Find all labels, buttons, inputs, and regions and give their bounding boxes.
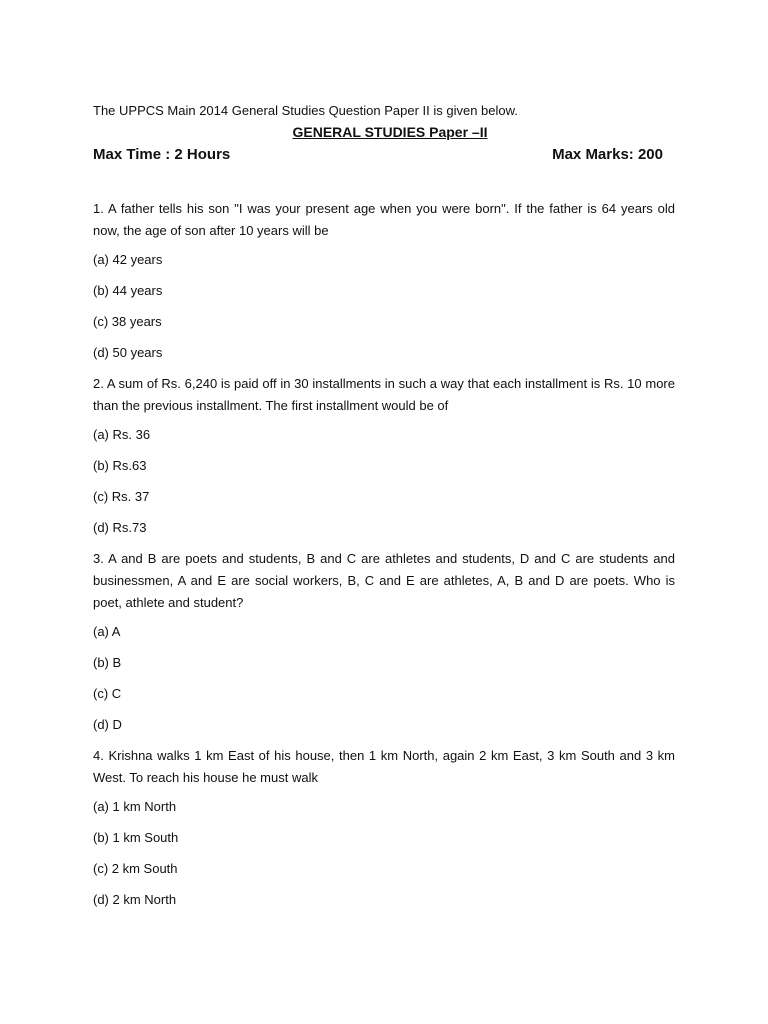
option-a: (a) Rs. 36 [93, 427, 151, 442]
exam-meta-row [93, 145, 663, 165]
option-d: (d) Rs.73 [93, 520, 147, 535]
option-b: (b) B [93, 655, 122, 670]
question-text: 1. A father tells his son "I was your present age when you were born". If the father is 64 years old now, the age of son after 10 years will be [93, 201, 675, 238]
option-b: (b) 44 years [93, 283, 163, 298]
question-list [93, 198, 675, 920]
option-a: (a) 1 km North [93, 799, 177, 814]
option-a: (a) A [93, 624, 121, 639]
question-text: 4. Krishna walks 1 km East of his house, then 1 km North, again 2 km East, 3 km South and 3 km West. To reach his house he must walk [93, 748, 675, 785]
option-list [93, 621, 675, 745]
option-c: (c) Rs. 37 [93, 489, 150, 504]
question-1 [93, 198, 675, 373]
option-a: (a) 42 years [93, 252, 163, 267]
question-text: 2. A sum of Rs. 6,240 is paid off in 30 installments in such a way that each installment is Rs. 10 more than the previous installment. The first installment would be of [93, 376, 675, 413]
option-c: (c) C [93, 686, 122, 701]
option-d: (d) D [93, 717, 122, 732]
option-d: (d) 2 km North [93, 892, 177, 907]
option-c: (c) 38 years [93, 314, 162, 329]
question-text: 3. A and B are poets and students, B and C are athletes and students, D and C are students and businessmen, A and E are social workers, B, C and E are athletes, A, B and D are poets. Who is poet, athlete and student? [93, 551, 675, 610]
option-list [93, 796, 675, 920]
option-b: (b) 1 km South [93, 830, 179, 845]
option-b: (b) Rs.63 [93, 458, 147, 473]
max-time: Max Time : 2 Hours [93, 146, 231, 163]
question-2 [93, 373, 675, 548]
intro-text: The UPPCS Main 2014 General Studies Question Paper II is given below. [93, 103, 518, 118]
option-c: (c) 2 km South [93, 861, 178, 876]
option-list [93, 249, 675, 373]
option-d: (d) 50 years [93, 345, 163, 360]
question-3 [93, 548, 675, 745]
paper-title: GENERAL STUDIES Paper –II [292, 124, 488, 140]
option-list [93, 424, 675, 548]
max-marks: Max Marks: 200 [552, 146, 663, 163]
question-4 [93, 745, 675, 920]
